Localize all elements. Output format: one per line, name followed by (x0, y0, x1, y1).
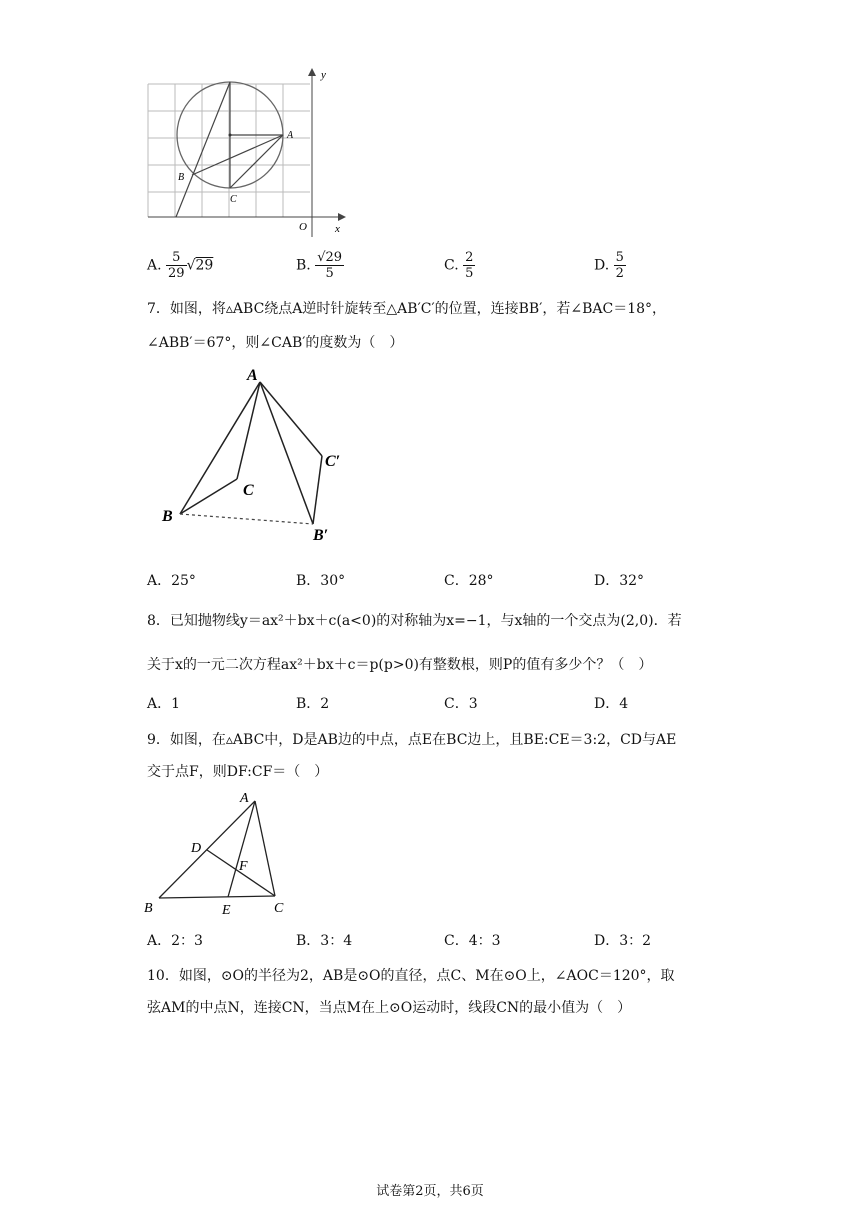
q9-option-b[interactable]: B．3：4 (296, 933, 353, 949)
q9-option-c[interactable]: C．4：3 (444, 933, 501, 949)
q8-option-a[interactable]: A．1 (147, 696, 181, 712)
point-d-label: D (191, 841, 202, 856)
y-label: y (321, 69, 326, 81)
q7-option-c[interactable]: C．28° (444, 573, 494, 589)
triangle-lines (180, 382, 322, 524)
q10-text-line1: 10．如图，⊙O的半径为2，AB是⊙O的直径，点C、M在⊙O上，∠AOC＝120°，取 (147, 968, 675, 984)
point-b-label: B (144, 901, 153, 916)
q7-text-line1: 7．如图，将▵ABC绕点A逆时针旋转至△AB′C′的位置，连接BB′，若∠BAC＝18°， (147, 301, 667, 317)
coordinate-circle-figure (140, 62, 350, 242)
fraction: $\frac{2}{5}$ (465, 250, 474, 281)
q9-option-d[interactable]: D．3：2 (594, 933, 652, 949)
origin-label: O (299, 221, 307, 233)
point-c-label: C (230, 194, 237, 205)
fraction: $\frac{5}{29}$ (168, 250, 185, 281)
q7-option-b[interactable]: B．30° (296, 573, 346, 589)
page-footer: 试卷第2页，共6页 (376, 1184, 484, 1199)
bb-dashed-line (180, 514, 313, 524)
triangle-lines (159, 801, 275, 898)
fraction: $\frac{5}{2}$ (615, 250, 624, 281)
point-b-label: B (178, 172, 185, 183)
sqrt-icon: √ (186, 257, 196, 274)
q6-option-a[interactable]: A. $\frac{5}{29}$ √29 (147, 250, 214, 281)
q9-triangle-figure (138, 788, 298, 918)
q7-option-d[interactable]: D．32° (594, 573, 645, 589)
q10-text-line2: 弦AM的中点N，连接CN，当点M在上⊙O运动时，线段CN的最小值为（ ） (147, 1000, 632, 1016)
center-point (229, 134, 232, 137)
grid (148, 84, 310, 217)
x-label: x (335, 223, 340, 235)
point-a-label: A (287, 130, 294, 141)
point-e-label: E (222, 903, 231, 918)
point-c-label: C (243, 482, 254, 499)
q6-option-b[interactable]: B. $\frac{√29}{5}$ (296, 250, 343, 281)
q8-text-line1: 8．已知抛物线y＝ax²＋bx＋c(a<0)的对称轴为x=−1，与x轴的一个交点为(2,0)．若 (147, 613, 682, 629)
point-c-prime-label: C′ (325, 453, 341, 470)
q8-option-b[interactable]: B．2 (296, 696, 330, 712)
q9-text-line1: 9．如图，在▵ABC中，D是AB边的中点，点E在BC边上，且BE:CE＝3:2，CD与AE (147, 732, 677, 748)
q8-option-d[interactable]: D．4 (594, 696, 629, 712)
q9-text-line2: 交于点F，则DF:CF＝（ ） (147, 764, 329, 780)
point-c-label: C (274, 901, 284, 916)
point-a-label: A (247, 367, 258, 384)
q7-text-line2: ∠ABB′＝67°，则∠CAB′的度数为（ ） (147, 335, 404, 351)
y-axis-arrow-icon (308, 68, 316, 76)
point-b-label: B (162, 508, 173, 525)
q6-option-d[interactable]: D. $\frac{5}{2}$ (594, 250, 624, 281)
point-b-prime-label: B′ (313, 527, 329, 544)
fraction: $\frac{√29}{5}$ (317, 250, 343, 281)
x-axis-arrow-icon (338, 213, 346, 221)
q6-option-c[interactable]: C. $\frac{2}{5}$ (444, 250, 474, 281)
point-a-label: A (240, 791, 249, 806)
q9-option-a[interactable]: A．2：3 (147, 933, 203, 949)
point-f-label: F (239, 859, 248, 874)
q7-rotation-figure (155, 362, 355, 547)
q8-option-c[interactable]: C．3 (444, 696, 478, 712)
q8-text-line2: 关于x的一元二次方程ax²＋bx＋c＝p(p>0)有整数根，则P的值有多少个？（ ） (147, 657, 653, 673)
q7-option-a[interactable]: A．25° (147, 573, 196, 589)
